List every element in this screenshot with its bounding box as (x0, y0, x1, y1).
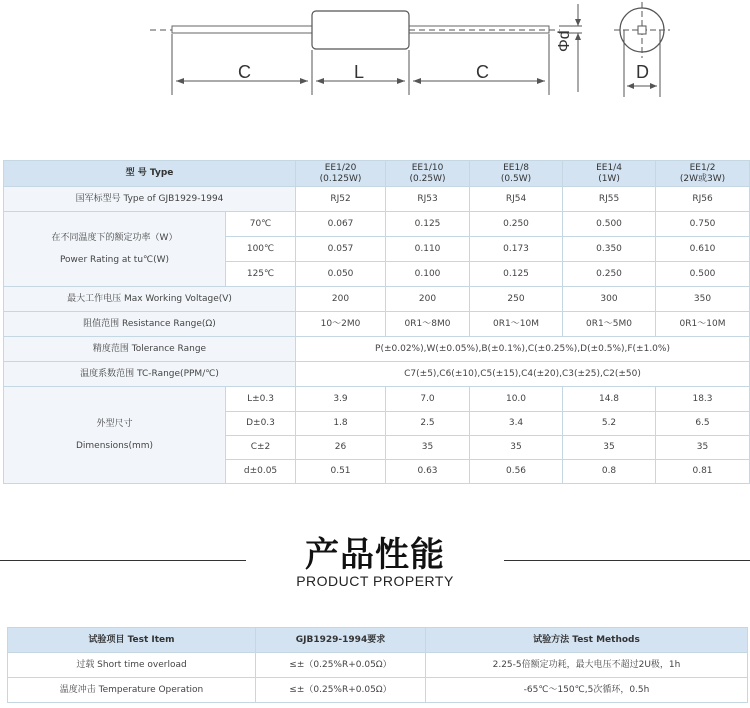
header-ee1-10: EE1/10 (0.25W) (386, 161, 470, 187)
cell: 7.0 (386, 387, 470, 412)
cell: 0.750 (656, 212, 750, 237)
cell: 6.5 (656, 412, 750, 436)
header-test-method: 试验方法 Test Methods (426, 628, 748, 653)
cell: 3.9 (296, 387, 386, 412)
resistor-dimension-diagram (0, 0, 750, 110)
header-ee1-2: EE1/2 (2W或3W) (656, 161, 750, 187)
cell: 2.25-5倍额定功耗，最大电压不超过2U极，1h (426, 653, 748, 678)
table-row (8, 628, 748, 653)
end-view-lead (638, 26, 646, 34)
label-l: L (354, 62, 365, 82)
cell: 0.610 (656, 237, 750, 262)
param-cell: C±2 (226, 436, 296, 460)
label-c-left: C (238, 62, 251, 82)
lead-left (172, 26, 312, 33)
label-d: D (636, 62, 649, 82)
table-row (4, 161, 750, 187)
cell: 0R1～8M0 (386, 312, 470, 337)
table-row (4, 187, 750, 212)
cell: 18.3 (656, 387, 750, 412)
cell: 14.8 (563, 387, 656, 412)
cell: 200 (296, 287, 386, 312)
cell: 0.125 (386, 212, 470, 237)
table-row (4, 337, 750, 362)
header-type: 型 号 Type (4, 161, 296, 187)
cell: 35 (470, 436, 563, 460)
table-row (8, 678, 748, 703)
cell: 250 (470, 287, 563, 312)
cell: 0R1～10M (470, 312, 563, 337)
cell: RJ54 (470, 187, 563, 212)
gjb-label: 国军标型号 Type of GJB1929-1994 (4, 187, 296, 212)
cell: 35 (386, 436, 470, 460)
dimension-drawing (0, 0, 750, 110)
cell: 0.173 (470, 237, 563, 262)
table-row (8, 653, 748, 678)
table-row (4, 212, 750, 237)
header-test-item: 试验项目 Test Item (8, 628, 256, 653)
cell: 10～2M0 (296, 312, 386, 337)
cell: 0.81 (656, 460, 750, 484)
section-title-cn: 产品性能 (305, 535, 445, 575)
cell: 3.4 (470, 412, 563, 436)
performance-table (7, 627, 748, 703)
header-ee1-8: EE1/8 (0.5W) (470, 161, 563, 187)
cell: 0.067 (296, 212, 386, 237)
cell: -65℃～150℃,5次循环，0.5h (426, 678, 748, 703)
table-row (4, 287, 750, 312)
tc-label: 温度系数范围 TC-Range(PPM/℃) (4, 362, 296, 387)
cell: 0.110 (386, 237, 470, 262)
cell: 300 (563, 287, 656, 312)
cell: 0.63 (386, 460, 470, 484)
spec-table (3, 160, 750, 484)
cell: 0.350 (563, 237, 656, 262)
param-cell: D±0.3 (226, 412, 296, 436)
cell: 过载 Short time overload (8, 653, 256, 678)
tolerance-value: P(±0.02%),W(±0.05%),B(±0.1%),C(±0.25%),D(±0.5%),F(±1.0%) (296, 337, 750, 362)
max-voltage-label: 最大工作电压 Max Working Voltage(V) (4, 287, 296, 312)
cell: 0.8 (563, 460, 656, 484)
cell: 0R1～5M0 (563, 312, 656, 337)
temp-cell: 125℃ (226, 262, 296, 287)
table-row (4, 387, 750, 412)
table-row (4, 312, 750, 337)
header-standard: GJB1929-1994要求 (256, 628, 426, 653)
cell: ≤±（0.25%R+0.05Ω） (256, 653, 426, 678)
cell: 350 (656, 287, 750, 312)
cell: 0R1～10M (656, 312, 750, 337)
cell: 0.250 (470, 212, 563, 237)
cell: 0.250 (563, 262, 656, 287)
param-cell: L±0.3 (226, 387, 296, 412)
cell: RJ55 (563, 187, 656, 212)
cell: 10.0 (470, 387, 563, 412)
cell: 35 (656, 436, 750, 460)
cell: 0.057 (296, 237, 386, 262)
cell: 0.51 (296, 460, 386, 484)
cell: 1.8 (296, 412, 386, 436)
label-phi-d: Φd (556, 30, 573, 52)
tolerance-label: 精度范围 Tolerance Range (4, 337, 296, 362)
cell: 0.125 (470, 262, 563, 287)
cell: 0.500 (563, 212, 656, 237)
cell: 200 (386, 287, 470, 312)
product-property-section (0, 525, 750, 595)
cell: 26 (296, 436, 386, 460)
header-ee1-4: EE1/4 (1W) (563, 161, 656, 187)
cell: RJ56 (656, 187, 750, 212)
cell: 0.100 (386, 262, 470, 287)
power-label: 在不同温度下的额定功率（W） Power Rating at tu℃(W) (4, 212, 226, 287)
header-ee1-20: EE1/20 (0.125W) (296, 161, 386, 187)
cell: 0.050 (296, 262, 386, 287)
resistor-body (312, 11, 409, 49)
temp-cell: 100℃ (226, 237, 296, 262)
cell: 温度冲击 Temperature Operation (8, 678, 256, 703)
resistance-label: 阻值范围 Resistance Range(Ω) (4, 312, 296, 337)
section-title-en: PRODUCT PROPERTY (296, 573, 454, 589)
tc-value: C7(±5),C6(±10),C5(±15),C4(±20),C3(±25),C2(±50) (296, 362, 750, 387)
temp-cell: 70℃ (226, 212, 296, 237)
cell: RJ53 (386, 187, 470, 212)
cell: 5.2 (563, 412, 656, 436)
cell: 35 (563, 436, 656, 460)
param-cell: d±0.05 (226, 460, 296, 484)
cell: ≤±（0.25%R+0.05Ω） (256, 678, 426, 703)
table-row (4, 362, 750, 387)
cell: 0.500 (656, 262, 750, 287)
cell: 2.5 (386, 412, 470, 436)
label-c-right: C (476, 62, 489, 82)
dimensions-label: 外型尺寸 Dimensions(mm) (4, 387, 226, 484)
cell: 0.56 (470, 460, 563, 484)
cell: RJ52 (296, 187, 386, 212)
